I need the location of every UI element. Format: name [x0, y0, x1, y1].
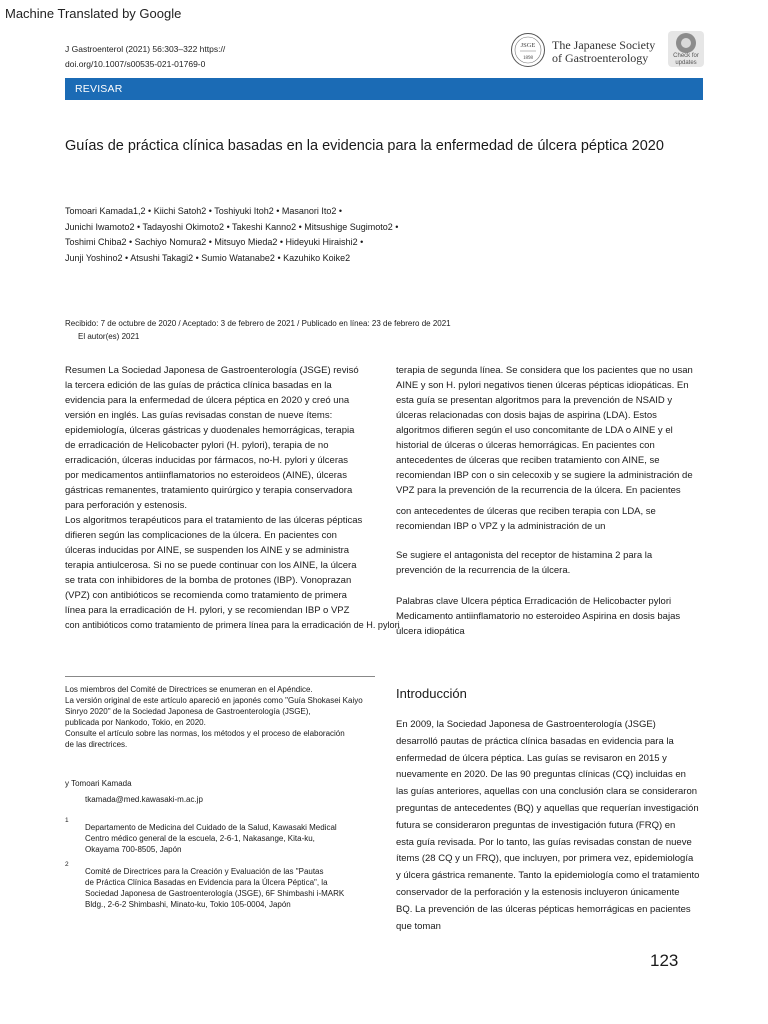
affiliation-line: Departamento de Medicina del Cuidado de la Salud, Kawasaki Medical: [85, 823, 337, 832]
intro-line: esta guía revisada. Por lo tanto, las guías revisadas constan de nueve: [396, 836, 692, 848]
footnote-line: Consulte el artículo sobre las normas, los métodos y el proceso de elaboración: [65, 729, 345, 738]
badge-line1: Check for: [673, 53, 699, 59]
abstract-line: terapia de segunda línea. Se considera que los pacientes que no usan: [396, 365, 693, 376]
abstract-line: prevención de la recurrencia de la úlcera.: [396, 565, 571, 576]
abstract-line: de erradicación de Helicobacter pylori (H. pylori), terapia de no: [65, 440, 329, 451]
abstract-line: se trata con inhibidores de la bomba de protones (IBP). Vonoprazan: [65, 575, 352, 586]
intro-line: BQ. La prevención de las úlceras pépticas hemorrágicas en pacientes: [396, 903, 691, 915]
abstract-line: erradicación, úlceras inducidas por fármacos, no-H. pylori y úlceras: [65, 455, 349, 466]
journal-reference: [65, 42, 225, 72]
abstract-line: algoritmos difieren según el uso concomitante de LDA o AINE y el: [396, 425, 673, 436]
copyright-notice: El autor(es) 2021: [78, 332, 140, 341]
abstract-line: esta guía se presentan algoritmos para la prevención de NSAID y: [396, 395, 673, 406]
introduction-body: [396, 717, 716, 935]
keywords-line: Medicamento antiinflamatorio no esteroideo Aspirina en dosis bajas: [396, 611, 681, 622]
abstract-line: (VPZ) con antibióticos se recomienda como tratamiento de primera: [65, 590, 347, 601]
publication-dates: Recibido: 7 de octubre de 2020 / Aceptado: 3 de febrero de 2021 / Publicado en línea: 23 de febrero de 2021: [65, 319, 451, 328]
author-line: Junji Yoshino2 • Atsushi Takagi2 • Sumio Watanabe2 • Kazuhiko Koike2: [65, 252, 351, 263]
intro-line: conservador de la perforación y la estenosis incluyeron únicamente: [396, 886, 680, 898]
footnote-line: Los miembros del Comité de Directrices se enumeran en el Apéndice.: [65, 685, 313, 694]
intro-line: preguntas de antecedentes (BQ) y aquellas que requerían investigación: [396, 802, 699, 814]
abstract-line: la tercera edición de las guías de práctica clínica basadas en la: [65, 380, 332, 391]
keywords: [396, 594, 706, 639]
abstract-line: terapia antiulcerosa. Si no se puede continuar con los AINE, la úlcera: [65, 560, 357, 571]
abstract-column-right: [396, 363, 706, 639]
author-list: [65, 204, 485, 266]
section-type-bar: [65, 78, 703, 100]
journal-citation: J Gastroenterol (2021) 56:303–322 https://: [65, 44, 226, 54]
abstract-line: úlceras relacionadas con dosis bajas de aspirina (LDA). Estos: [396, 410, 657, 421]
abstract-line: historial de úlceras o úlceras hemorrágicas. En pacientes con: [396, 440, 655, 451]
affiliation-line: Centro médico general de la escuela, 2-6-1, Nakasange, Kita-ku,: [85, 834, 315, 843]
intro-line: y úlcera gástrica remanente. Tanto la epidemiología como el tratamiento: [396, 870, 700, 882]
abstract-line: VPZ para la prevención de la recurrencia de la úlcera. En pacientes: [396, 485, 681, 496]
abstract-line: difieren según las complicaciones de la úlcera. En pacientes con: [65, 530, 337, 541]
abstract-line: línea para la erradicación de H. pylori, y se recomiendan IBP o VPZ: [65, 605, 350, 616]
abstract-line: epidemiología, úlceras gástricas y duodenales hemorrágicas, terapia: [65, 425, 355, 436]
society-name: [552, 39, 655, 65]
footnote-line: publicada por Nankodo, Tokio, en 2020.: [65, 718, 206, 727]
keywords-line: Palabras clave Ulcera péptica Erradicación de Helicobacter pylori: [396, 596, 672, 607]
doi-link[interactable]: doi.org/10.1007/s00535-021-01769-0: [65, 59, 206, 69]
page-number: 123: [650, 951, 679, 970]
intro-line: nuevamente en 2020. De las 90 preguntas clínicas (CQ) incluidas en: [396, 769, 686, 781]
abstract-line: versión en inglés. Las guías revisadas constan de nueve ítems:: [65, 410, 333, 421]
affiliation-line: Sociedad Japonesa de Gastroenterología (JSGE), 6F Shimbashi i-MARK: [85, 889, 345, 898]
abstract-line: gástricas remanentes, tratamiento quirúrgico y terapia conservadora: [65, 485, 353, 496]
abstract-line: evidencia para la enfermedad de úlcera péptica en 2020 y creó una: [65, 395, 350, 406]
footnote-line: La versión original de este artículo apareció en japonés como "Guía Shokasei Kaiyo: [65, 696, 363, 705]
intro-line: desarrolló pautas de práctica clínica basadas en evidencia para la: [396, 735, 674, 747]
footnotes: [65, 684, 385, 750]
intro-line: las guías anteriores, aquellas con una conclusión clara se consideraron: [396, 786, 698, 798]
intro-line: enfermedad de úlcera péptica. Las guías se revisaron en 2015 y: [396, 752, 667, 764]
seal-year: 1898: [523, 56, 533, 61]
abstract-line: para perforación y estenosis.: [65, 500, 187, 511]
abstract-line: Los algoritmos terapéuticos para el tratamiento de las úlceras pépticas: [65, 515, 363, 526]
abstract-line: por medicamentos antiinflamatorios no esteroideos (AINE), úlceras: [65, 470, 347, 481]
author-email-link[interactable]: tkamada@med.kawasaki-m.ac.jp: [85, 795, 203, 804]
keywords-line: úlcera idiopática: [396, 626, 465, 637]
footnote-line: Sinryo 2020" de la Sociedad Japonesa de Gastroenterología (JSGE),: [65, 707, 311, 716]
article-title: Guías de práctica clínica basadas en la evidencia para la enfermedad de úlcera péptica 2020: [65, 138, 664, 154]
intro-line: futura se consideraron preguntas de investigación futura (FRQ) en: [396, 819, 676, 831]
abstract-line: recomiendan IBP con o sin celecoxib y se sugiere la administración de: [396, 470, 693, 481]
affiliation-line: Okayama 700-8505, Japón: [85, 845, 182, 854]
affiliation-number: 1: [65, 817, 69, 824]
machine-translation-banner: Machine Translated by Google: [5, 6, 182, 21]
society-seal-icon: [510, 32, 546, 68]
intro-line: ítems (28 CQ y un FRQ), que incluyen, por primera vez, epidemiología: [396, 853, 694, 865]
society-logo: [510, 32, 670, 74]
intro-line: En 2009, la Sociedad Japonesa de Gastroenterología (JSGE): [396, 719, 656, 730]
check-for-updates-badge[interactable]: [668, 31, 704, 67]
corresponding-author: y Tomoari Kamada: [65, 779, 132, 788]
abstract-line: Se sugiere el antagonista del receptor de histamina 2 para la: [396, 550, 653, 561]
abstract-line: AINE y son H. pylori negativos tienen úlceras pépticas idiopáticas. En: [396, 380, 689, 391]
abstract-line: Resumen La Sociedad Japonesa de Gastroenterología (JSGE) revisó: [65, 365, 359, 376]
footnote-line: de las directrices.: [65, 740, 128, 749]
abstract-line: con antecedentes de úlceras que reciben terapia con LDA, se: [396, 506, 656, 517]
intro-line: que toman: [396, 920, 441, 932]
society-name-line2: of Gastroenterology: [552, 51, 649, 65]
seal-text: JSGE: [520, 42, 536, 49]
abstract-column-left: [65, 363, 400, 633]
abstract-line: con antibióticos como tratamiento de primera línea para la erradicación de H. pylori: [65, 620, 400, 630]
section-type-label: REVISAR: [75, 83, 123, 95]
society-name-line1: The Japanese Society: [552, 38, 656, 52]
badge-line2: updates: [675, 59, 697, 66]
section-heading-introduction: Introducción: [396, 686, 467, 701]
affiliation-line: de Práctica Clínica Basadas en Evidencia para la Úlcera Péptica", la: [85, 878, 328, 887]
affiliation-number: 2: [65, 861, 69, 868]
affiliation-line: Comité de Directrices para la Creación y Evaluación de las "Pautas: [85, 867, 324, 876]
abstract-line: úlceras inducidas por AINE, se suspenden los AINE y se administra: [65, 545, 350, 556]
abstract-line: recomiendan IBP o VPZ y la administración de un: [396, 521, 606, 532]
author-line: Junichi Iwamoto2 • Tadayoshi Okimoto2 • Takeshi Kanno2 • Mitsushige Sugimoto2 •: [65, 221, 399, 232]
author-line: Toshimi Chiba2 • Sachiyo Nomura2 • Mitsuyo Mieda2 • Hideyuki Hiraishi2 •: [65, 237, 364, 247]
footnote-divider: [65, 676, 375, 677]
affiliation-line: Bldg., 2-6-2 Shimbashi, Minato-ku, Tokio 105-0004, Japón: [85, 900, 291, 909]
abstract-line: antecedentes de úlceras que reciben tratamiento con AINE, se: [396, 455, 660, 466]
author-line: Tomoari Kamada1,2 • Kiichi Satoh2 • Toshiyuki Itoh2 • Masanori Ito2 •: [65, 206, 343, 216]
